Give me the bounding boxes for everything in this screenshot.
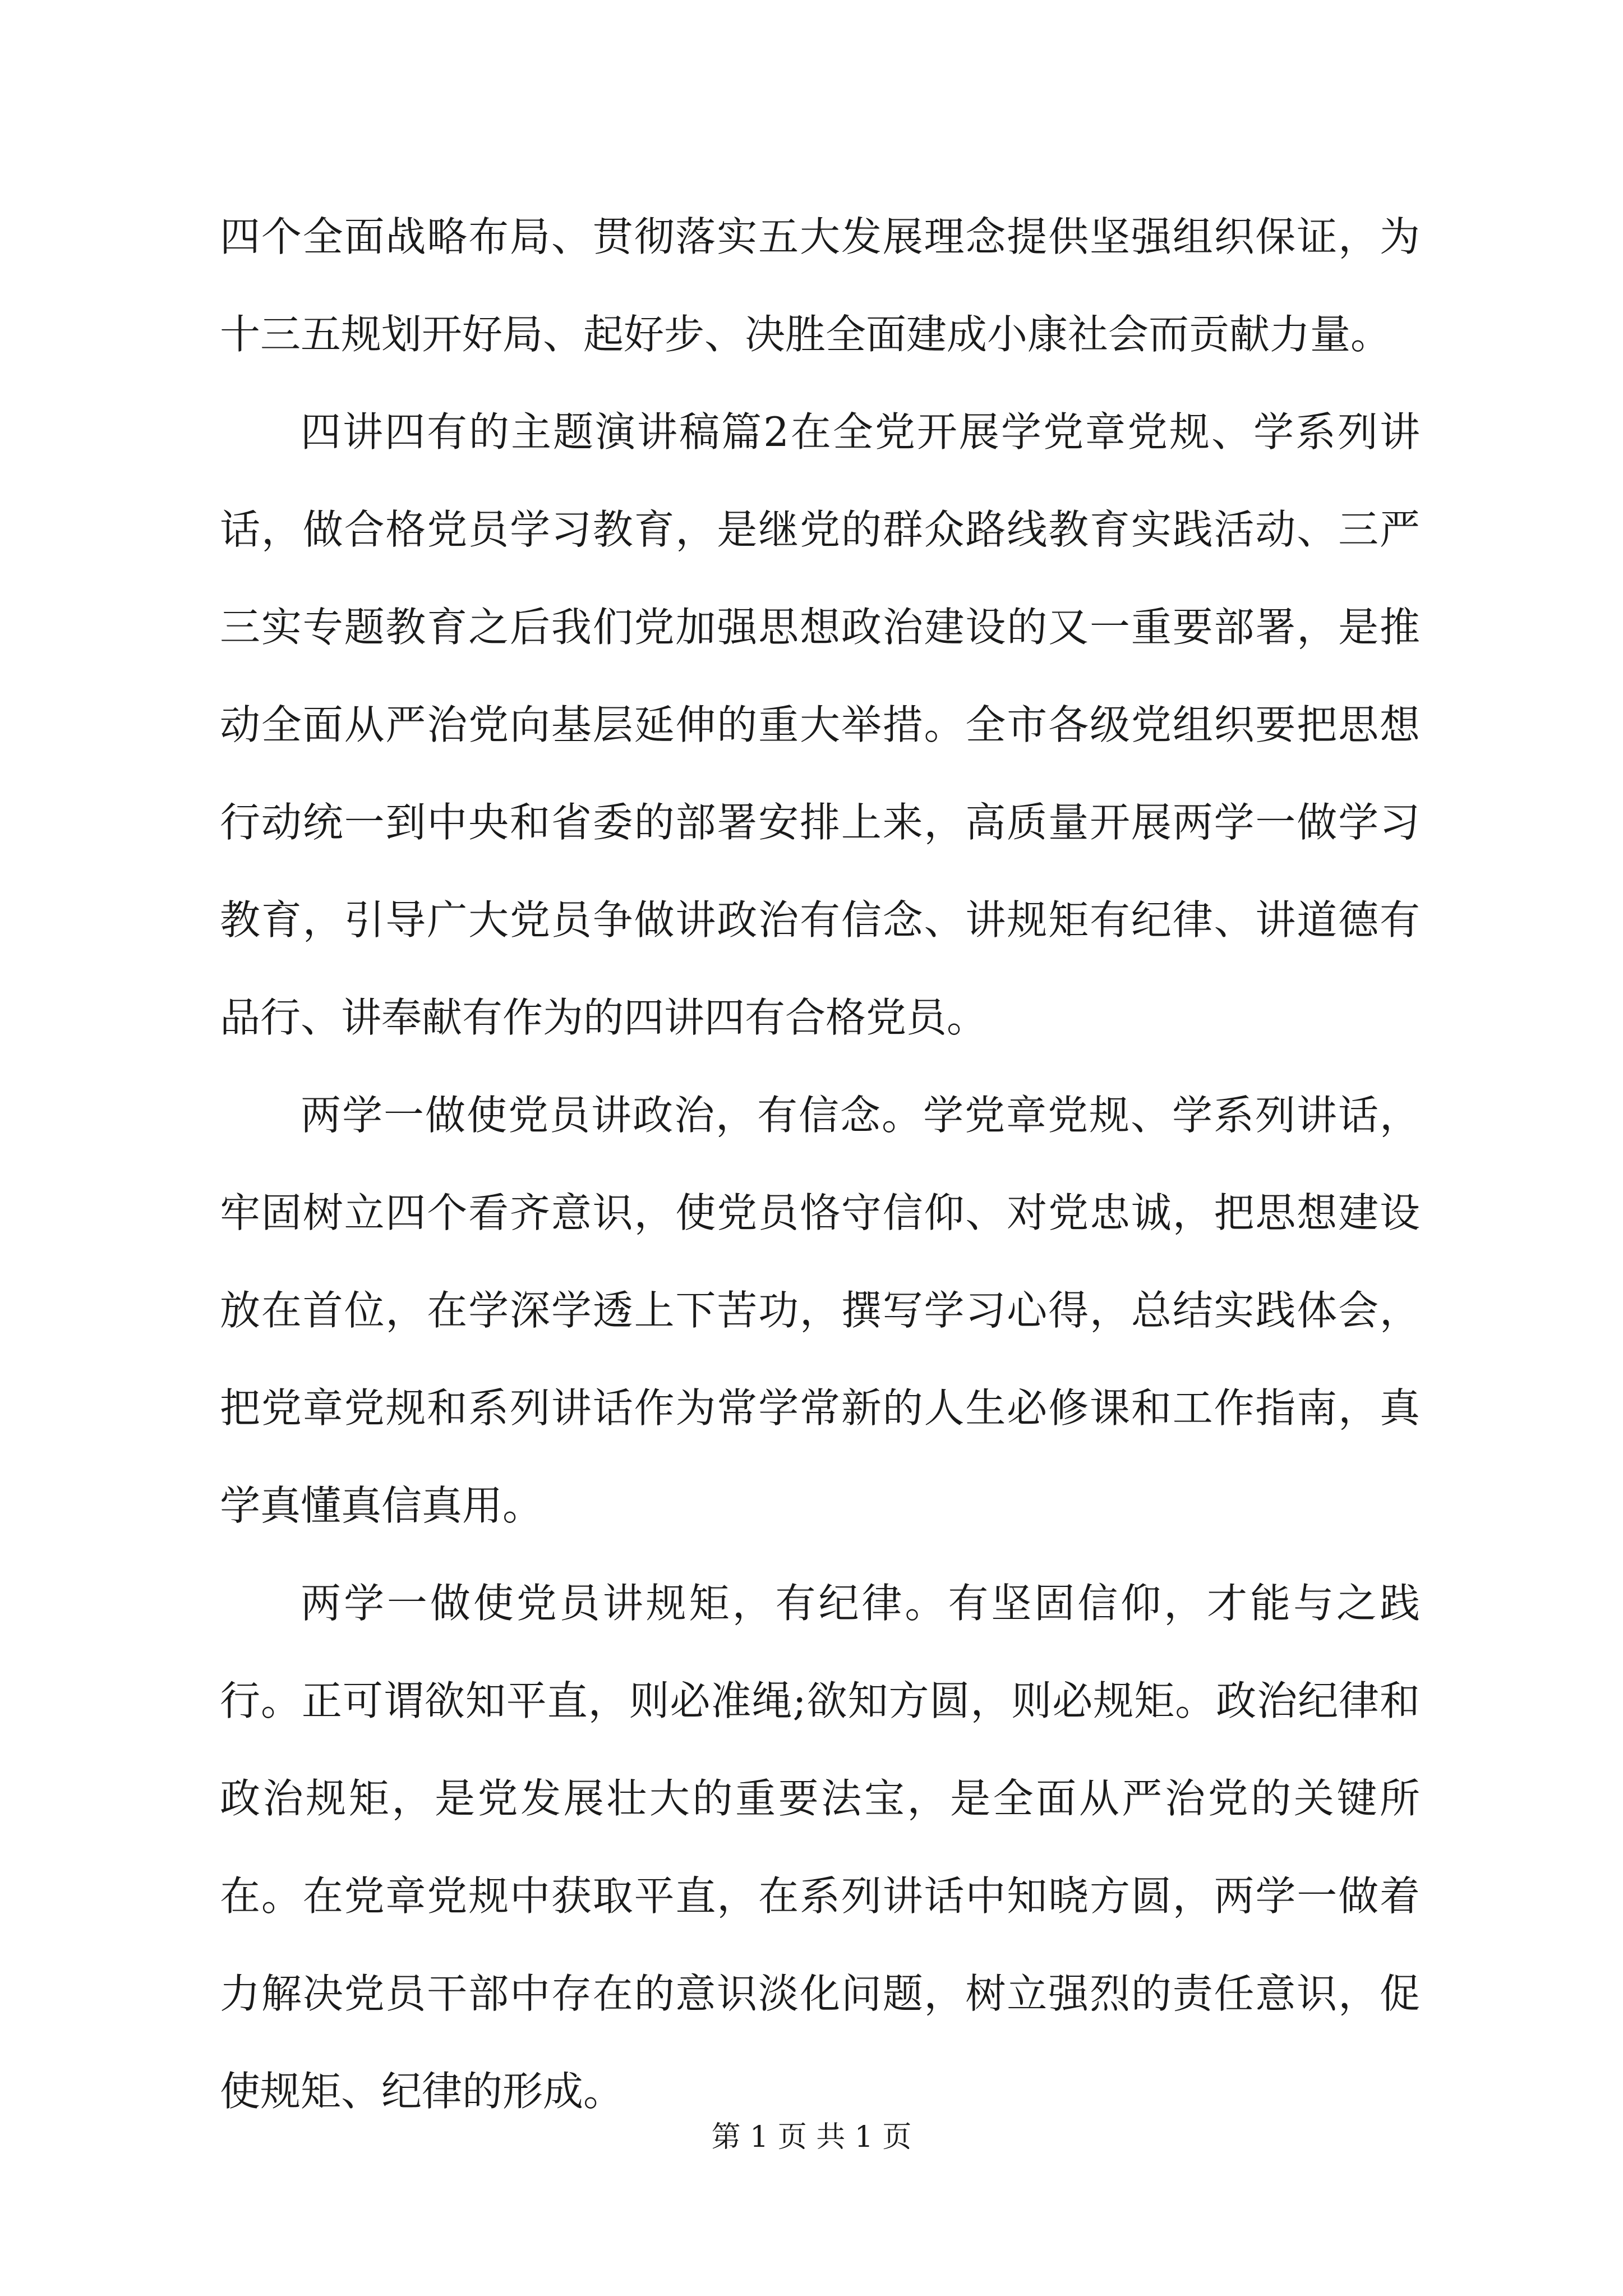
document-body [220, 188, 1420, 2140]
paragraph-2: 四讲四有的主题演讲稿篇2在全党开展学党章党规、学系列讲话，做合格党员学习教育，是继党的群众路线教育实践活动、三严三实专题教育之后我们党加强思想政治建设的又一重要部署，是推动全面从严治党向基层延伸的重大举措。全市各级党组织要把思想行动统一到中央和省委的部署安排上来，高质量开展两学一做学习教育，引导广大党员争做讲政治有信念、讲规矩有纪律、讲道德有品行、讲奉献有作为的四讲四有合格党员。 [220, 408, 1420, 1041]
paragraph-1: 四个全面战略布局、贯彻落实五大发展理念提供坚强组织保证，为十三五规划开好局、起好步、决胜全面建成小康社会而贡献力量。 [220, 213, 1420, 358]
paragraph-4: 两学一做使党员讲规矩，有纪律。有坚固信仰，才能与之践行。正可谓欲知平直，则必准绳;欲知方圆，则必规矩。政治纪律和政治规矩，是党发展壮大的重要法宝，是全面从严治党的关键所在。在党章党规中获取平直，在系列讲话中知晓方圆，两学一做着力解决党员干部中存在的意识淡化问题，树立强烈的责任意识，促使规矩、纪律的形成。 [220, 1580, 1420, 2115]
paragraph-3: 两学一做使党员讲政治，有信念。学党章党规、学系列讲话，牢固树立四个看齐意识，使党员恪守信仰、对党忠诚，把思想建设放在首位，在学深学透上下苦功，撰写学习心得，总结实践体会，把党章党规和系列讲话作为常学常新的人生必修课和工作指南，真学真懂真信真用。 [220, 1092, 1420, 1529]
page-footer: 第 1 页 共 1 页 [711, 2120, 912, 2154]
